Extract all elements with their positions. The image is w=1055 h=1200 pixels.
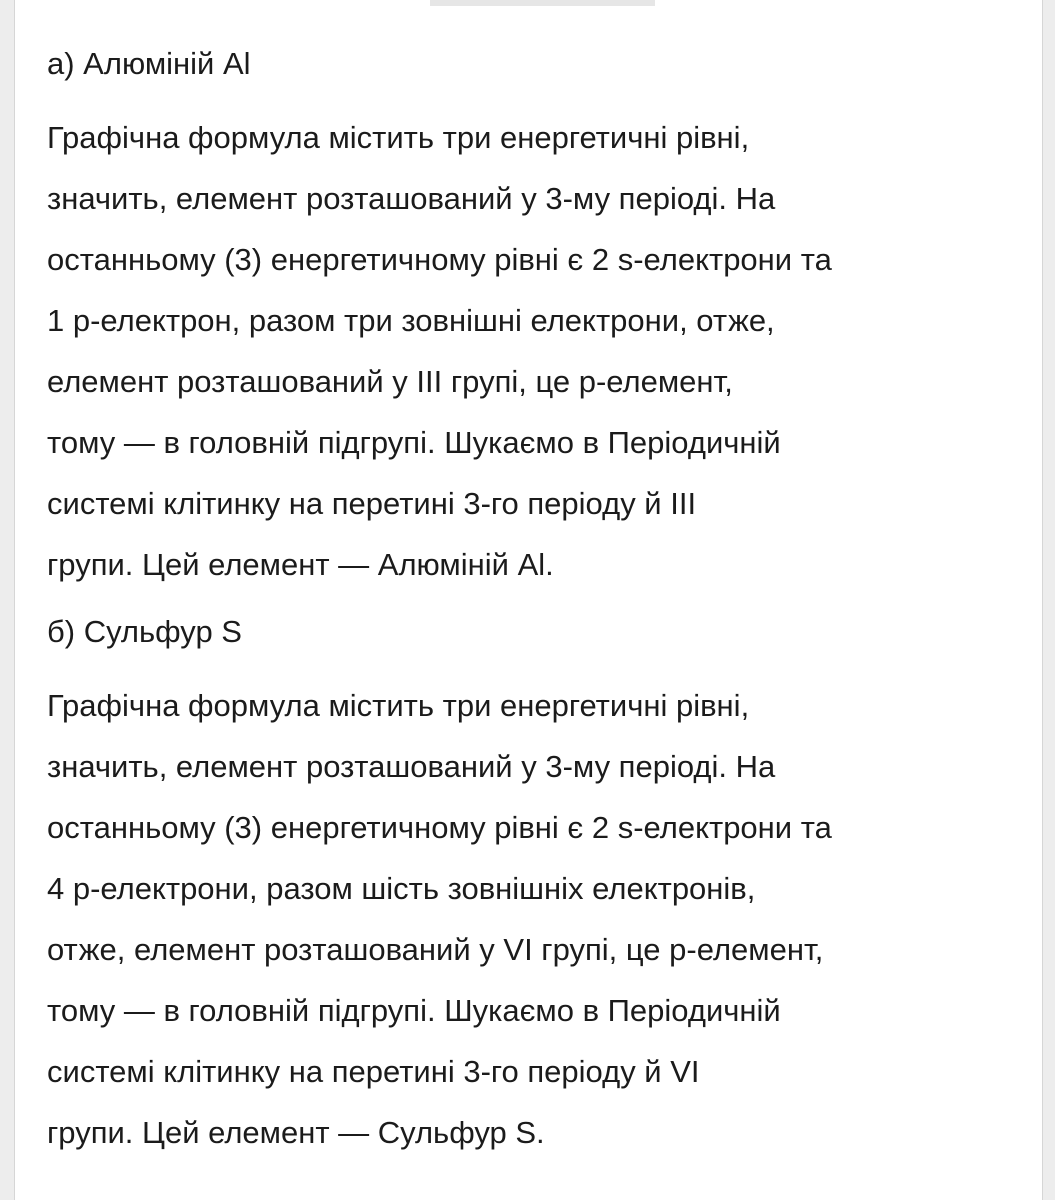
paragraph-line: тому — в головній підгрупі. Шукаємо в Періодичній xyxy=(47,993,781,1028)
document-card xyxy=(14,0,1043,1200)
top-tab-edge xyxy=(430,0,655,6)
paragraph-line: групи. Цей елемент — Алюміній Al. xyxy=(47,547,554,582)
paragraph-line: системі клітинку на перетині 3-го періоду й III xyxy=(47,486,697,521)
paragraph-line: тому — в головній підгрупі. Шукаємо в Періодичній xyxy=(47,425,781,460)
paragraph-line: 1 p-електрон, разом три зовнішні електрони, отже, xyxy=(47,303,775,338)
paragraph-line: останньому (3) енергетичному рівні є 2 s-електрони та xyxy=(47,810,832,845)
paragraph-line: 4 p-електрони, разом шість зовнішніх електронів, xyxy=(47,871,756,906)
paragraph-line: значить, елемент розташований у 3-му періоді. На xyxy=(47,749,776,784)
section-paragraph-sulfur xyxy=(47,675,1017,1163)
section-paragraph-aluminium xyxy=(47,107,1017,595)
paragraph-line: останньому (3) енергетичному рівні є 2 s-електрони та xyxy=(47,242,832,277)
paragraph-line: значить, елемент розташований у 3-му періоді. На xyxy=(47,181,776,216)
paragraph-line: елемент розташований у III групі, це p-елемент, xyxy=(47,364,733,399)
section-heading-aluminium: а) Алюміній Al xyxy=(47,46,251,81)
paragraph-line: групи. Цей елемент — Сульфур S. xyxy=(47,1115,545,1150)
paragraph-line: системі клітинку на перетині 3-го періоду й VI xyxy=(47,1054,700,1089)
section-heading-sulfur: б) Сульфур S xyxy=(47,614,242,649)
paragraph-line: Графічна формула містить три енергетичні рівні, xyxy=(47,120,750,155)
paragraph-line: отже, елемент розташований у VI групі, це p-елемент, xyxy=(47,932,824,967)
paragraph-line: Графічна формула містить три енергетичні рівні, xyxy=(47,688,750,723)
document-content xyxy=(47,33,1017,1169)
